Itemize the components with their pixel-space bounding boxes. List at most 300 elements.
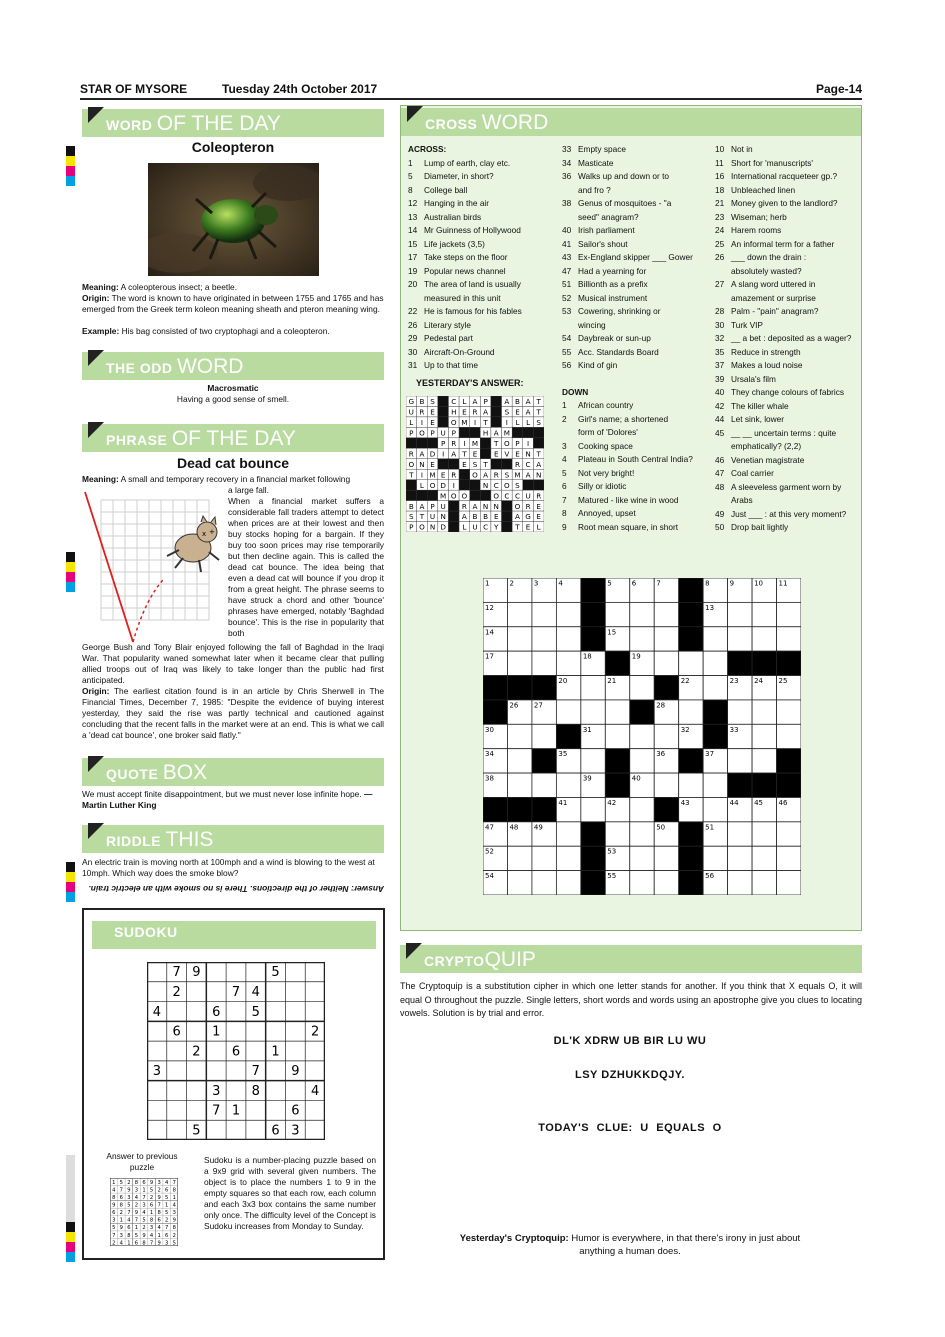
mini-letter: O [419, 428, 425, 438]
clue-text: absolutely wasted? [731, 265, 802, 276]
clue-number: 50 [715, 522, 725, 532]
clue-row [715, 440, 861, 454]
sudoku-grid[interactable] [147, 962, 325, 1140]
crossword-cell[interactable] [703, 846, 727, 870]
clue-row [715, 170, 861, 184]
clue-number: 48 [715, 481, 725, 492]
mini-block [502, 501, 513, 511]
heading-small: WORD [106, 117, 153, 133]
crossword-block [532, 797, 556, 821]
mini-block [417, 438, 428, 448]
crossword-cell[interactable] [703, 676, 727, 700]
mini-letter: R [514, 459, 520, 469]
crossword-cell[interactable] [654, 602, 678, 626]
across-clues-col-1 [408, 143, 558, 373]
answer-digit: 4 [142, 1210, 146, 1217]
clue-number: 39 [715, 373, 725, 384]
crossword-cell[interactable] [777, 846, 801, 870]
riddle-heading [82, 825, 384, 853]
clue-row [715, 373, 861, 387]
answer-digit: 7 [134, 1217, 139, 1224]
mini-letter: E [515, 407, 520, 417]
crossword-cell[interactable] [752, 822, 776, 846]
clue-text: __ a bet : deposited as a wager? [731, 333, 852, 343]
clue-row [715, 184, 861, 198]
answer-digit: 2 [157, 1187, 161, 1194]
yesterday-label: Yesterday's Cryptoquip: [459, 1233, 569, 1244]
crossword-cell[interactable] [752, 846, 776, 870]
answer-digit: 5 [165, 1210, 169, 1217]
yesterday-answer-label: YESTERDAY'S ANSWER: [416, 378, 524, 388]
clue-row [408, 170, 558, 184]
sudoku-previous-answer [110, 1178, 178, 1246]
clue-text: African country [578, 400, 634, 410]
crossword-cell[interactable] [581, 676, 605, 700]
mini-block [491, 459, 502, 469]
mini-block [459, 469, 470, 479]
crossword-block [483, 700, 507, 724]
crossword-cell[interactable] [556, 846, 580, 870]
crossword-cell[interactable] [581, 749, 605, 773]
clue-row [715, 346, 861, 360]
crossword-cell[interactable] [728, 602, 752, 626]
crossword-cell[interactable] [777, 822, 801, 846]
crossword-cell[interactable] [630, 676, 654, 700]
crossword-cell[interactable] [532, 773, 556, 797]
quote-body: We must accept finite disappointment, but we must never lose infinite hope. [82, 789, 362, 799]
mini-letter: A [451, 449, 457, 459]
crossword-cell[interactable] [532, 871, 556, 895]
sudoku-description: Sudoku is a number-placing puzzle based on a 9x9 grid with several given numbers. The object is to place the numbers 1 to 9 in the empty squares so that each row, each column and each 3x3 box contains the same number only once. The difficulty level of the Concept is Sudoku increases from Monday to Sunday. [204, 1155, 376, 1231]
crossword-number: 28 [656, 701, 666, 710]
cryptoquip-yesterday [400, 1232, 860, 1245]
crossword-cell[interactable] [532, 627, 556, 651]
mini-letter: L [515, 418, 520, 428]
mini-letter: A [472, 501, 478, 511]
crossword-grid[interactable] [483, 578, 801, 895]
clue-number: 14 [408, 225, 418, 235]
mini-block [417, 490, 428, 500]
crossword-number: 41 [558, 798, 568, 807]
crossword-cell[interactable] [507, 627, 531, 651]
clue-text: Musical instrument [578, 292, 648, 303]
sudoku-given: 7 [172, 965, 181, 981]
crossword-cell[interactable] [507, 749, 531, 773]
heading-small: QUOTE [106, 766, 159, 782]
crossword-cell[interactable] [556, 822, 580, 846]
clue-row [562, 265, 712, 279]
crossword-cell[interactable] [703, 797, 727, 821]
crossword-number: 46 [778, 798, 788, 807]
crossword-number: 32 [680, 725, 690, 734]
clue-row [408, 332, 558, 346]
crossword-cell[interactable] [630, 822, 654, 846]
clue-number: 9 [562, 521, 567, 532]
crossword-cell[interactable] [532, 724, 556, 748]
crossword-number: 16 [680, 628, 690, 637]
crossword-cell[interactable] [752, 627, 776, 651]
crossword-cell[interactable] [752, 700, 776, 724]
sudoku-given: 5 [192, 1123, 201, 1139]
mini-letter: I [420, 470, 423, 480]
clue-row [562, 292, 712, 306]
crossword-number: 38 [485, 774, 494, 783]
sudoku-given: 6 [212, 1004, 221, 1020]
crossword-cell[interactable] [654, 627, 678, 651]
crossword-block [605, 773, 629, 797]
cryptoquip-line-2: LSY DZHUKKDQJY. [575, 1069, 685, 1081]
mini-letter: A [525, 397, 531, 407]
cryptoquip-clue: TODAY'S CLUE: U EQUALS O [538, 1122, 722, 1134]
clue-number: 23 [715, 211, 725, 222]
clue-number: 26 [408, 319, 418, 330]
answer-digit: 9 [134, 1210, 139, 1217]
crossword-cell[interactable] [630, 627, 654, 651]
clue-text: Ex-England skipper ___ Gower [578, 252, 693, 262]
answer-digit: 9 [157, 1195, 161, 1202]
clue-text: Take steps on the floor [424, 252, 508, 262]
answer-digit: 5 [142, 1217, 146, 1224]
clue-row [715, 305, 861, 319]
mini-letter: A [419, 501, 425, 511]
origin-label: Origin: [82, 686, 110, 696]
clue-number: 32 [715, 333, 725, 343]
clue-row [408, 238, 558, 252]
crossword-cell[interactable] [777, 627, 801, 651]
mini-letter: T [494, 439, 499, 449]
crossword-cell[interactable] [630, 871, 654, 895]
clue-text: Mr Guinness of Hollywood [424, 225, 521, 235]
clue-text: Pedestal part [424, 333, 473, 343]
clue-text: A slang word uttered in [731, 279, 816, 289]
clue-text: The killer whale [731, 400, 789, 411]
answer-digit: 7 [157, 1202, 161, 1209]
issue-date: Tuesday 24th October 2017 [222, 82, 378, 96]
sudoku-given: 9 [291, 1064, 300, 1080]
answer-digit: 7 [142, 1195, 146, 1202]
clue-text: Masticate [578, 157, 614, 168]
crossword-cell[interactable] [703, 773, 727, 797]
mini-letter: E [536, 501, 541, 511]
clue-text: Turk VIP [731, 319, 763, 330]
mini-letter: D [429, 449, 436, 459]
crossword-cell[interactable] [630, 724, 654, 748]
crossword-cell[interactable] [532, 846, 556, 870]
crossword-block [679, 846, 703, 870]
crossword-cell[interactable] [556, 871, 580, 895]
crossword-cell[interactable] [777, 602, 801, 626]
clue-number [408, 292, 424, 306]
answer-digit: 2 [142, 1225, 146, 1232]
crossword-cell[interactable] [752, 871, 776, 895]
crossword-cell[interactable] [679, 773, 703, 797]
crossword-cell[interactable] [728, 871, 752, 895]
clue-number: 38 [562, 198, 572, 208]
phrase-meaning [82, 474, 384, 485]
crossword-cell[interactable] [728, 627, 752, 651]
crossword-cell[interactable] [654, 773, 678, 797]
clue-number: 13 [408, 211, 418, 222]
mini-letter: P [451, 428, 456, 438]
crossword-number: 31 [582, 725, 592, 734]
crossword-block [483, 676, 507, 700]
answer-digit: 4 [149, 1232, 154, 1239]
mini-letter: O [408, 459, 415, 469]
mini-letter: M [440, 491, 447, 501]
crossword-cell[interactable] [605, 602, 629, 626]
clue-text: The area of land is usually [424, 279, 521, 289]
phrase-origin [82, 686, 384, 741]
crossword-block [483, 797, 507, 821]
publication-name: STAR OF MYSORE [80, 82, 188, 96]
mini-block [470, 480, 481, 490]
crossword-number: 45 [754, 798, 763, 807]
crossword-cell[interactable] [654, 724, 678, 748]
mini-block [491, 406, 502, 416]
crossword-number: 56 [705, 872, 715, 881]
mini-letter: C [493, 480, 499, 490]
heading-small: THE ODD [106, 360, 173, 376]
answer-digit: 6 [127, 1225, 131, 1232]
clue-number: 26 [715, 252, 725, 262]
mini-letter: O [419, 522, 425, 532]
mini-letter: U [408, 407, 414, 417]
crossword-block [654, 676, 678, 700]
crossword-cell[interactable] [654, 871, 678, 895]
crossword-cell[interactable] [556, 773, 580, 797]
crossword-cell[interactable] [703, 627, 727, 651]
clue-number [715, 265, 731, 279]
word-of-day-word: Coleopteron [191, 139, 275, 155]
clue-row [562, 426, 712, 440]
mini-letter: T [536, 407, 541, 417]
clue-number: 40 [562, 225, 572, 235]
crossword-number: 43 [680, 798, 690, 807]
clue-text: Short for 'manuscripts' [731, 157, 814, 168]
crossword-cell[interactable] [777, 871, 801, 895]
crossword-cell[interactable] [507, 773, 531, 797]
answer-digit: 3 [157, 1179, 161, 1186]
mini-letter: O [461, 491, 468, 501]
mini-letter: Y [494, 522, 499, 532]
clue-text: Matured - like wine in wood [578, 494, 679, 505]
phrase-title: Dead cat bounce [176, 455, 290, 471]
clue-text: Billionth as a prefix [578, 279, 648, 289]
crossword-cell[interactable] [507, 602, 531, 626]
clue-text: measured in this unit [424, 292, 501, 303]
crossword-cell[interactable] [556, 602, 580, 626]
mini-letter: H [451, 407, 457, 417]
crossword-cell[interactable] [654, 846, 678, 870]
mini-letter: A [461, 512, 467, 522]
clue-number: 5 [562, 467, 567, 478]
crossword-cell[interactable] [728, 846, 752, 870]
clue-row [408, 197, 558, 211]
crossword-cell[interactable] [581, 700, 605, 724]
crossword-cell[interactable] [556, 651, 580, 675]
odd-word-word: Macrosmatic [207, 383, 259, 393]
sudoku-given: 2 [192, 1044, 201, 1060]
crossword-cell[interactable] [630, 602, 654, 626]
crossword-cell[interactable] [532, 651, 556, 675]
clue-row [408, 265, 558, 279]
mini-letter: N [429, 522, 436, 532]
answer-digit: 5 [172, 1240, 176, 1246]
clue-text: wincing [578, 319, 606, 330]
clue-number: 35 [715, 346, 725, 357]
crossword-cell[interactable] [605, 700, 629, 724]
clue-text: Arabs [731, 495, 753, 505]
clue-text: Makes a loud noise [731, 360, 803, 370]
crossword-cell[interactable] [605, 822, 629, 846]
crossword-cell[interactable] [507, 724, 531, 748]
answer-digit: 2 [165, 1217, 169, 1224]
corner-triangle-icon [88, 107, 104, 123]
clue-row [715, 332, 861, 346]
crossword-number: 3 [533, 579, 539, 588]
word-of-day-origin [82, 293, 384, 315]
clue-text: Empty space [578, 144, 626, 154]
crossword-number: 6 [631, 579, 637, 588]
mini-letter: D [440, 480, 446, 490]
mini-letter: E [472, 449, 478, 459]
crossword-cell[interactable] [630, 749, 654, 773]
mini-letter: E [536, 512, 541, 522]
mini-letter: A [504, 397, 510, 407]
clue-text: Irish parliament [578, 225, 635, 235]
mini-letter: B [472, 512, 478, 522]
answer-digit: 3 [149, 1225, 154, 1232]
mini-letter: S [504, 470, 510, 480]
clue-row [408, 278, 558, 292]
crossword-number: 21 [607, 677, 617, 686]
crossword-cell[interactable] [630, 797, 654, 821]
clue-row [562, 440, 712, 454]
clue-text: __ __ uncertain terms : quite [731, 427, 837, 438]
crossword-number: 34 [485, 750, 494, 759]
answer-digit: 9 [172, 1217, 176, 1224]
crossword-cell[interactable] [556, 627, 580, 651]
clue-row [562, 238, 712, 252]
crossword-cell[interactable] [728, 822, 752, 846]
clue-number: 1 [408, 157, 413, 168]
sudoku-given: 7 [251, 1064, 260, 1080]
answer-digit: 6 [165, 1232, 169, 1239]
crossword-cell[interactable] [703, 651, 727, 675]
mini-letter: I [463, 439, 466, 449]
mini-letter: P [430, 428, 435, 438]
meaning-text: A coleopterous insect; a beetle. [120, 282, 238, 292]
clue-row [408, 251, 558, 265]
crossword-block [679, 822, 703, 846]
mini-letter: S [504, 407, 510, 417]
mini-block [448, 501, 459, 511]
mini-letter: B [483, 512, 489, 522]
page-header [80, 80, 862, 100]
crossword-cell[interactable] [507, 651, 531, 675]
registration-strip [66, 1155, 75, 1222]
mini-letter: T [409, 470, 414, 480]
heading-small: CROSS [425, 116, 478, 132]
mini-letter: E [515, 449, 520, 459]
answer-digit: 5 [112, 1225, 116, 1232]
answer-digit: 5 [127, 1202, 131, 1209]
mini-letter: N [535, 470, 542, 480]
sudoku-given: 6 [291, 1103, 300, 1119]
clue-number: 16 [715, 171, 725, 181]
answer-digit: 1 [119, 1217, 123, 1224]
mini-letter: P [409, 522, 414, 532]
mini-block [438, 396, 449, 406]
clue-number: 42 [715, 400, 725, 411]
crossword-cell[interactable] [752, 724, 776, 748]
crossword-block [777, 749, 801, 773]
clue-number: 18 [715, 184, 725, 195]
crossword-cell[interactable] [654, 651, 678, 675]
clue-row [408, 184, 558, 198]
mini-letter: E [462, 459, 467, 469]
crossword-cell[interactable] [556, 700, 580, 724]
crossword-cell[interactable] [679, 651, 703, 675]
crossword-cell[interactable] [581, 797, 605, 821]
clue-number: 56 [562, 360, 572, 370]
sudoku-given: 1 [231, 1103, 241, 1119]
clue-number: 19 [408, 265, 418, 276]
clue-row [408, 359, 558, 373]
clue-number: 30 [408, 346, 418, 357]
mini-letter: T [483, 459, 488, 469]
crossword-block [679, 602, 703, 626]
clue-row [562, 305, 712, 319]
crossword-cell[interactable] [752, 749, 776, 773]
clue-row [715, 265, 861, 279]
crossword-number: 18 [582, 652, 592, 661]
crossword-cell[interactable] [679, 700, 703, 724]
crossword-cell[interactable] [728, 749, 752, 773]
sudoku-given: 3 [152, 1064, 162, 1080]
crossword-cell[interactable] [630, 846, 654, 870]
crossword-cell[interactable] [605, 724, 629, 748]
word-of-day-meaning [82, 282, 384, 293]
mini-letter: O [450, 491, 457, 501]
clue-row [408, 305, 558, 319]
clue-text: Plateau in South Central India? [578, 454, 693, 464]
mini-block [480, 490, 491, 500]
clue-text: Had a yearning for [578, 265, 647, 276]
clue-number [562, 426, 578, 440]
crossword-cell[interactable] [777, 724, 801, 748]
clue-number [562, 319, 578, 333]
heading-small: RIDDLE [106, 833, 162, 849]
clue-number: 5 [408, 171, 413, 181]
crossword-cell[interactable] [777, 700, 801, 724]
answer-digit: 1 [112, 1179, 116, 1186]
answer-digit: 3 [165, 1240, 169, 1246]
crossword-cell[interactable] [532, 602, 556, 626]
answer-digit: 6 [149, 1202, 154, 1209]
crossword-cell[interactable] [752, 602, 776, 626]
mini-letter: O [493, 491, 500, 501]
answer-digit: 4 [157, 1225, 161, 1232]
clue-number: 15 [408, 238, 418, 249]
clue-text: form of 'Dolores' [578, 427, 638, 437]
crossword-cell[interactable] [507, 871, 531, 895]
crossword-block [581, 578, 605, 602]
crossword-cell[interactable] [507, 846, 531, 870]
sudoku-given: 3 [212, 1083, 221, 1099]
mini-letter: R [451, 470, 457, 480]
crossword-cell[interactable] [728, 700, 752, 724]
